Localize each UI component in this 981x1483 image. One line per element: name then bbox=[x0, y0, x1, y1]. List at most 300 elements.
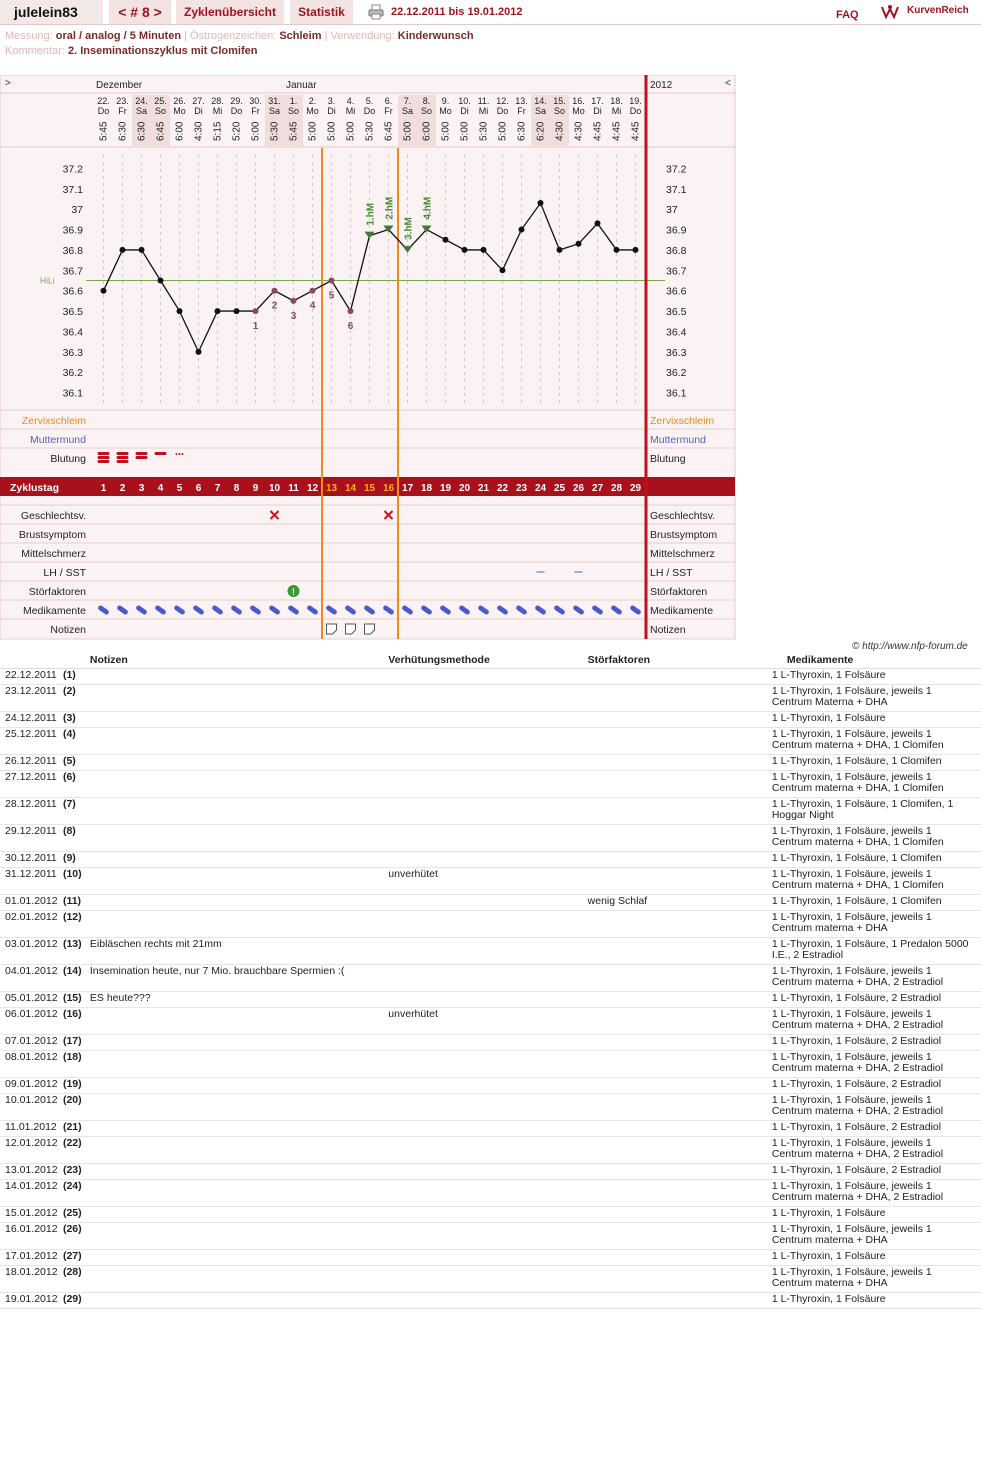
y-tick-right: 37 bbox=[666, 204, 678, 217]
temperature-point bbox=[348, 308, 354, 314]
row-note bbox=[90, 1250, 388, 1266]
row-label-left: Geschlechtsv. bbox=[20, 510, 86, 522]
table-row bbox=[0, 1180, 981, 1207]
weekday-label: Mi bbox=[345, 106, 356, 116]
row-note bbox=[90, 1051, 388, 1078]
row-label-left: Störfaktoren bbox=[28, 586, 86, 598]
row-date: 16.01.2012 bbox=[0, 1223, 63, 1250]
time-label: 5:30 bbox=[478, 121, 490, 141]
y-tick-right: 36.6 bbox=[666, 285, 687, 298]
row-label-right: Geschlechtsv. bbox=[650, 510, 716, 522]
row-day-number: (27) bbox=[63, 1250, 90, 1266]
row-day-number: (10) bbox=[63, 868, 90, 895]
date-label: 8. bbox=[422, 96, 431, 106]
month-label: Januar bbox=[286, 80, 317, 91]
table-row bbox=[0, 938, 981, 965]
row-note bbox=[90, 771, 388, 798]
temperature-point bbox=[462, 247, 468, 253]
row-day-number: (5) bbox=[63, 755, 90, 771]
date-label: 15. bbox=[553, 96, 566, 106]
row-medikamente: 1 L-Thyroxin, 1 Folsäure, 1 Clomifen bbox=[772, 895, 981, 911]
row-note: Insemination heute, nur 7 Mio. brauchbare Spermien :( bbox=[90, 965, 388, 992]
row-date: 05.01.2012 bbox=[0, 992, 63, 1008]
cycle-day-label: 23 bbox=[515, 483, 528, 494]
row-stoerfaktor bbox=[588, 798, 772, 825]
date-label: 12. bbox=[496, 96, 509, 106]
row-date: 14.01.2012 bbox=[0, 1180, 63, 1207]
row-stoerfaktor bbox=[588, 712, 772, 728]
temperature-point bbox=[310, 288, 316, 294]
table-row bbox=[0, 771, 981, 798]
row-verhuetung bbox=[388, 728, 587, 755]
kommentar-label: Kommentar: bbox=[5, 45, 65, 57]
row-stoerfaktor bbox=[588, 1180, 772, 1207]
logo-text[interactable]: KurvenReich bbox=[907, 5, 969, 16]
tab-statistics[interactable]: Statistik bbox=[290, 0, 353, 24]
row-verhuetung bbox=[388, 1207, 587, 1223]
row-verhuetung bbox=[388, 1137, 587, 1164]
weekday-label: Fr bbox=[251, 106, 260, 116]
weekday-label: Fr bbox=[384, 106, 393, 116]
cycle-day-label: 19 bbox=[439, 483, 452, 494]
table-row bbox=[0, 1008, 981, 1035]
row-day-number: (18) bbox=[63, 1051, 90, 1078]
month-label: Dezember bbox=[96, 80, 143, 91]
y-tick-left: 37.2 bbox=[62, 163, 83, 176]
cycle-day-label: 17 bbox=[401, 483, 414, 494]
cycle-day-label: 21 bbox=[477, 483, 490, 494]
row-note bbox=[90, 1266, 388, 1293]
weekday-label: Di bbox=[194, 106, 203, 116]
row-verhuetung bbox=[388, 1051, 587, 1078]
row-date: 13.01.2012 bbox=[0, 1164, 63, 1180]
weekday-label: Do bbox=[496, 106, 509, 116]
row-day-number: (26) bbox=[63, 1223, 90, 1250]
temperature-point bbox=[557, 247, 563, 253]
time-label: 5:00 bbox=[250, 121, 262, 141]
disturbance-icon-glyph: ! bbox=[292, 587, 295, 597]
weekday-label: Mi bbox=[611, 106, 622, 116]
cycle-day-label: 24 bbox=[534, 483, 547, 494]
row-day-number: (19) bbox=[63, 1078, 90, 1094]
table-row bbox=[0, 1293, 981, 1309]
row-label-left: Notizen bbox=[50, 624, 86, 636]
temperature-point bbox=[120, 247, 126, 253]
table-row bbox=[0, 1051, 981, 1078]
weekday-label: Sa bbox=[401, 106, 414, 116]
row-label-left: Blutung bbox=[50, 453, 86, 465]
y-tick-right: 36.2 bbox=[666, 367, 687, 380]
table-row bbox=[0, 755, 981, 771]
row-note bbox=[90, 1207, 388, 1223]
header-medikamente: Medikamente bbox=[772, 652, 981, 669]
header-stoerfaktoren: Störfaktoren bbox=[588, 652, 772, 669]
row-label-right: Zervixschleim bbox=[650, 415, 715, 427]
row-verhuetung bbox=[388, 825, 587, 852]
weekday-label: Sa bbox=[534, 106, 547, 116]
temperature-point bbox=[595, 220, 601, 226]
cycle-day-label: 2 bbox=[119, 483, 126, 494]
row-verhuetung bbox=[388, 1094, 587, 1121]
tab-cycle-overview[interactable]: Zyklenübersicht bbox=[176, 0, 284, 24]
row-note bbox=[90, 728, 388, 755]
table-row bbox=[0, 868, 981, 895]
y-tick-left: 36.6 bbox=[62, 285, 83, 298]
date-label: 31. bbox=[268, 96, 281, 106]
table-row bbox=[0, 825, 981, 852]
row-label-right: Brustsymptom bbox=[650, 529, 718, 541]
y-tick-right: 36.4 bbox=[666, 326, 687, 339]
row-medikamente: 1 L-Thyroxin, 1 Folsäure, 2 Estradiol bbox=[772, 1164, 981, 1180]
row-date: 31.12.2011 bbox=[0, 868, 63, 895]
time-label: 5:15 bbox=[212, 121, 224, 141]
date-label: 7. bbox=[403, 96, 412, 106]
table-row bbox=[0, 712, 981, 728]
date-label: 6. bbox=[384, 96, 393, 106]
row-verhuetung bbox=[388, 1180, 587, 1207]
row-day-number: (14) bbox=[63, 965, 90, 992]
weekday-label: Mi bbox=[212, 106, 223, 116]
row-note: ES heute??? bbox=[90, 992, 388, 1008]
row-stoerfaktor bbox=[588, 1035, 772, 1051]
date-label: 11. bbox=[477, 96, 490, 106]
date-label: 28. bbox=[211, 96, 224, 106]
row-date: 30.12.2011 bbox=[0, 852, 63, 868]
time-label: 5:00 bbox=[402, 121, 414, 141]
comment-info bbox=[5, 45, 257, 57]
cycle-day-label: 6 bbox=[195, 483, 202, 494]
y-tick-right: 36.7 bbox=[666, 265, 687, 278]
temperature-point bbox=[101, 288, 107, 294]
low-mark-label: 6 bbox=[347, 321, 354, 333]
weekday-label: Di bbox=[460, 106, 469, 116]
faq-link[interactable]: FAQ bbox=[836, 9, 859, 21]
table-row bbox=[0, 852, 981, 868]
row-medikamente: 1 L-Thyroxin, 1 Folsäure, jeweils 1 Centrum Materna + DHA bbox=[772, 685, 981, 712]
year-label: 2012 bbox=[650, 80, 673, 91]
table-row bbox=[0, 1094, 981, 1121]
temperature-chart bbox=[0, 75, 740, 641]
row-medikamente: 1 L-Thyroxin, 1 Folsäure, jeweils 1 Centrum materna + DHA, 1 Clomifen bbox=[772, 868, 981, 895]
y-tick-left: 36.4 bbox=[62, 326, 83, 339]
date-label: 25. bbox=[154, 96, 167, 106]
time-label: 6:45 bbox=[155, 121, 167, 141]
cycle-day-label: 18 bbox=[420, 483, 433, 494]
time-label: 6:00 bbox=[174, 121, 186, 141]
weekday-label: Sa bbox=[268, 106, 281, 116]
row-verhuetung bbox=[388, 685, 587, 712]
cycle-day-label: 13 bbox=[325, 483, 338, 494]
chart-background bbox=[0, 75, 735, 639]
row-verhuetung bbox=[388, 911, 587, 938]
row-verhuetung bbox=[388, 1223, 587, 1250]
row-day-number: (23) bbox=[63, 1164, 90, 1180]
time-label: 4:45 bbox=[592, 121, 604, 141]
time-label: 4:45 bbox=[611, 121, 623, 141]
row-stoerfaktor bbox=[588, 669, 772, 685]
row-day-number: (28) bbox=[63, 1266, 90, 1293]
date-label: 18. bbox=[610, 96, 623, 106]
weekday-label: Mi bbox=[478, 106, 489, 116]
low-mark-label: 3 bbox=[290, 310, 297, 322]
row-medikamente: 1 L-Thyroxin, 1 Folsäure bbox=[772, 669, 981, 685]
weekday-label: Fr bbox=[118, 106, 127, 116]
cycle-day-label: 7 bbox=[214, 483, 221, 494]
row-medikamente: 1 L-Thyroxin, 1 Folsäure, jeweils 1 Centrum materna + DHA, 1 Clomifen bbox=[772, 825, 981, 852]
row-verhuetung bbox=[388, 1121, 587, 1137]
table-row bbox=[0, 728, 981, 755]
row-day-number: (7) bbox=[63, 798, 90, 825]
row-note bbox=[90, 1121, 388, 1137]
temperature-point bbox=[633, 247, 639, 253]
table-row bbox=[0, 1035, 981, 1051]
bleeding-mark bbox=[98, 452, 110, 455]
nav-left: > bbox=[5, 78, 11, 89]
row-stoerfaktor bbox=[588, 1223, 772, 1250]
header-divider bbox=[0, 24, 981, 25]
row-note bbox=[90, 895, 388, 911]
bleeding-mark bbox=[98, 460, 110, 463]
notes-table bbox=[0, 652, 981, 1309]
temperature-point bbox=[158, 278, 164, 284]
temperature-point bbox=[196, 349, 202, 355]
time-label: 6:30 bbox=[136, 121, 148, 141]
y-tick-right: 37.2 bbox=[666, 163, 687, 176]
time-label: 5:45 bbox=[98, 121, 110, 141]
date-label: 22. bbox=[97, 96, 110, 106]
row-note bbox=[90, 852, 388, 868]
row-stoerfaktor bbox=[588, 825, 772, 852]
bleeding-mark bbox=[155, 452, 167, 455]
row-day-number: (9) bbox=[63, 852, 90, 868]
row-verhuetung bbox=[388, 771, 587, 798]
verwendung-value: Kinderwunsch bbox=[397, 30, 474, 42]
row-date: 19.01.2012 bbox=[0, 1293, 63, 1309]
copyright: © http://www.nfp-forum.de bbox=[852, 641, 968, 652]
row-stoerfaktor bbox=[588, 1008, 772, 1035]
low-mark-label: 4 bbox=[309, 300, 316, 312]
weekday-label: So bbox=[287, 106, 300, 116]
weekday-label: Mo bbox=[306, 106, 319, 116]
row-day-number: (12) bbox=[63, 911, 90, 938]
header-verhuetung: Verhütungsmethode bbox=[388, 652, 587, 669]
table-row bbox=[0, 685, 981, 712]
y-tick-left: 36.8 bbox=[62, 244, 83, 257]
row-note bbox=[90, 1078, 388, 1094]
date-label: 29. bbox=[230, 96, 243, 106]
row-date: 04.01.2012 bbox=[0, 965, 63, 992]
row-date: 10.01.2012 bbox=[0, 1094, 63, 1121]
bleeding-mark bbox=[98, 456, 110, 459]
row-date: 28.12.2011 bbox=[0, 798, 63, 825]
row-day-number: (21) bbox=[63, 1121, 90, 1137]
cycle-day-label: 22 bbox=[496, 483, 509, 494]
date-label: 13. bbox=[515, 96, 528, 106]
y-tick-right: 36.9 bbox=[666, 224, 687, 237]
weekday-label: Di bbox=[593, 106, 602, 116]
row-note bbox=[90, 1293, 388, 1309]
table-row bbox=[0, 1137, 981, 1164]
weekday-label: Mo bbox=[173, 106, 186, 116]
y-tick-right: 36.5 bbox=[666, 306, 687, 319]
row-date: 08.01.2012 bbox=[0, 1051, 63, 1078]
row-date: 22.12.2011 bbox=[0, 669, 63, 685]
date-label: 27. bbox=[192, 96, 205, 106]
row-label-right: Muttermund bbox=[650, 434, 707, 446]
username: julelein83 bbox=[0, 0, 103, 24]
row-stoerfaktor bbox=[588, 852, 772, 868]
weekday-label: So bbox=[420, 106, 433, 116]
row-day-number: (16) bbox=[63, 1008, 90, 1035]
time-label: 6:00 bbox=[421, 121, 433, 141]
time-label: 4:30 bbox=[554, 121, 566, 141]
printer-icon[interactable] bbox=[368, 4, 384, 20]
row-verhuetung bbox=[388, 1266, 587, 1293]
row-medikamente: 1 L-Thyroxin, 1 Folsäure, 2 Estradiol bbox=[772, 1035, 981, 1051]
row-medikamente: 1 L-Thyroxin, 1 Folsäure, jeweils 1 Centrum materna + DHA, 2 Estradiol bbox=[772, 1180, 981, 1207]
weekday-label: Sa bbox=[135, 106, 148, 116]
row-medikamente: 1 L-Thyroxin, 1 Folsäure, jeweils 1 Centrum materna + DHA bbox=[772, 1223, 981, 1250]
y-tick-left: 36.9 bbox=[62, 224, 83, 237]
y-tick-left: 37.1 bbox=[62, 183, 83, 196]
temperature-point bbox=[272, 288, 278, 294]
row-medikamente: 1 L-Thyroxin, 1 Folsäure bbox=[772, 1207, 981, 1223]
temperature-point bbox=[500, 267, 506, 273]
header-notizen: Notizen bbox=[90, 652, 388, 669]
time-label: 5:20 bbox=[231, 121, 243, 141]
row-stoerfaktor bbox=[588, 938, 772, 965]
row-stoerfaktor: wenig Schlaf bbox=[588, 895, 772, 911]
date-label: 1. bbox=[289, 96, 298, 106]
row-verhuetung: unverhütet bbox=[388, 868, 587, 895]
row-verhuetung: unverhütet bbox=[388, 1008, 587, 1035]
high-mark-label: 1.hM bbox=[365, 202, 377, 226]
table-row bbox=[0, 1121, 981, 1137]
row-label-right: Blutung bbox=[650, 453, 686, 465]
bleeding-mark bbox=[117, 452, 129, 455]
row-stoerfaktor bbox=[588, 965, 772, 992]
row-date: 07.01.2012 bbox=[0, 1035, 63, 1051]
date-label: 14. bbox=[534, 96, 547, 106]
table-row bbox=[0, 895, 981, 911]
weekday-label: Do bbox=[97, 106, 110, 116]
row-stoerfaktor bbox=[588, 1293, 772, 1309]
time-label: 5:00 bbox=[459, 121, 471, 141]
row-day-number: (22) bbox=[63, 1137, 90, 1164]
verwendung-label: Verwendung: bbox=[330, 30, 395, 42]
row-note bbox=[90, 669, 388, 685]
date-label: 4. bbox=[346, 96, 355, 106]
messung-value: oral / analog / 5 Minuten bbox=[55, 30, 182, 42]
y-tick-left: 36.2 bbox=[62, 367, 83, 380]
cycle-day-label: 3 bbox=[138, 483, 145, 494]
row-label-right: Medikamente bbox=[650, 605, 714, 617]
table-row bbox=[0, 1164, 981, 1180]
temperature-point bbox=[481, 247, 487, 253]
row-stoerfaktor bbox=[588, 1207, 772, 1223]
row-note bbox=[90, 1223, 388, 1250]
row-day-number: (1) bbox=[63, 669, 90, 685]
date-label: 23. bbox=[116, 96, 129, 106]
time-label: 6:30 bbox=[117, 121, 129, 141]
row-verhuetung bbox=[388, 992, 587, 1008]
temperature-point bbox=[177, 308, 183, 314]
row-verhuetung bbox=[388, 1293, 587, 1309]
row-day-number: (15) bbox=[63, 992, 90, 1008]
row-date: 24.12.2011 bbox=[0, 712, 63, 728]
cycle-nav[interactable]: < # 8 > bbox=[109, 0, 171, 24]
row-medikamente: 1 L-Thyroxin, 1 Folsäure, jeweils 1 Centrum materna + DHA bbox=[772, 911, 981, 938]
row-stoerfaktor bbox=[588, 1094, 772, 1121]
row-medikamente: 1 L-Thyroxin, 1 Folsäure, jeweils 1 Centrum materna + DHA bbox=[772, 1266, 981, 1293]
row-medikamente: 1 L-Thyroxin, 1 Folsäure, jeweils 1 Centrum materna + DHA, 2 Estradiol bbox=[772, 1137, 981, 1164]
spotting-mark bbox=[182, 453, 184, 455]
row-note bbox=[90, 712, 388, 728]
y-tick-right: 36.3 bbox=[666, 346, 687, 359]
row-stoerfaktor bbox=[588, 1137, 772, 1164]
row-note bbox=[90, 825, 388, 852]
high-mark-label: 3.hM bbox=[403, 217, 415, 240]
weekday-label: So bbox=[553, 106, 566, 116]
measurement-info: Messung: oral / analog / 5 Minuten | Östrogenzeichen: Schleim | Verwendung: Kinderwunsch bbox=[5, 30, 474, 42]
row-date: 01.01.2012 bbox=[0, 895, 63, 911]
row-medikamente: 1 L-Thyroxin, 1 Folsäure bbox=[772, 712, 981, 728]
date-label: 30. bbox=[249, 96, 262, 106]
row-stoerfaktor bbox=[588, 685, 772, 712]
row-stoerfaktor bbox=[588, 1266, 772, 1293]
row-stoerfaktor bbox=[588, 755, 772, 771]
row-label-right: Notizen bbox=[650, 624, 686, 636]
row-note bbox=[90, 1094, 388, 1121]
row-verhuetung bbox=[388, 755, 587, 771]
cycle-day-label: 26 bbox=[572, 483, 585, 494]
row-medikamente: 1 L-Thyroxin, 1 Folsäure, 1 Clomifen bbox=[772, 755, 981, 771]
row-note bbox=[90, 755, 388, 771]
row-date: 09.01.2012 bbox=[0, 1078, 63, 1094]
messung-label: Messung: bbox=[5, 30, 53, 42]
table-row bbox=[0, 1250, 981, 1266]
date-label: 19. bbox=[629, 96, 642, 106]
table-row bbox=[0, 1207, 981, 1223]
weekday-label: Fr bbox=[517, 106, 526, 116]
table-row bbox=[0, 992, 981, 1008]
row-label-left: Zervixschleim bbox=[21, 415, 86, 427]
time-label: 5:00 bbox=[440, 121, 452, 141]
row-note bbox=[90, 798, 388, 825]
y-tick-left: 37 bbox=[71, 204, 83, 217]
row-note bbox=[90, 1008, 388, 1035]
oestrogen-label: Östrogenzeichen: bbox=[190, 30, 277, 42]
spotting-mark bbox=[176, 453, 178, 455]
weekday-label: Do bbox=[230, 106, 243, 116]
row-medikamente: 1 L-Thyroxin, 1 Folsäure, jeweils 1 Centrum materna + DHA, 2 Estradiol bbox=[772, 965, 981, 992]
weekday-label: Mo bbox=[439, 106, 452, 116]
row-verhuetung bbox=[388, 798, 587, 825]
row-label-left: Muttermund bbox=[29, 434, 86, 446]
row-medikamente: 1 L-Thyroxin, 1 Folsäure, 2 Estradiol bbox=[772, 1078, 981, 1094]
row-verhuetung bbox=[388, 1250, 587, 1266]
time-label: 5:00 bbox=[345, 121, 357, 141]
row-date: 12.01.2012 bbox=[0, 1137, 63, 1164]
row-medikamente: 1 L-Thyroxin, 1 Folsäure, 2 Estradiol bbox=[772, 1121, 981, 1137]
y-tick-left: 36.3 bbox=[62, 346, 83, 359]
row-stoerfaktor bbox=[588, 1164, 772, 1180]
row-verhuetung bbox=[388, 669, 587, 685]
table-row bbox=[0, 1223, 981, 1250]
temperature-point bbox=[253, 308, 259, 314]
row-verhuetung bbox=[388, 938, 587, 965]
row-medikamente: 1 L-Thyroxin, 1 Folsäure, 1 Clomifen bbox=[772, 852, 981, 868]
